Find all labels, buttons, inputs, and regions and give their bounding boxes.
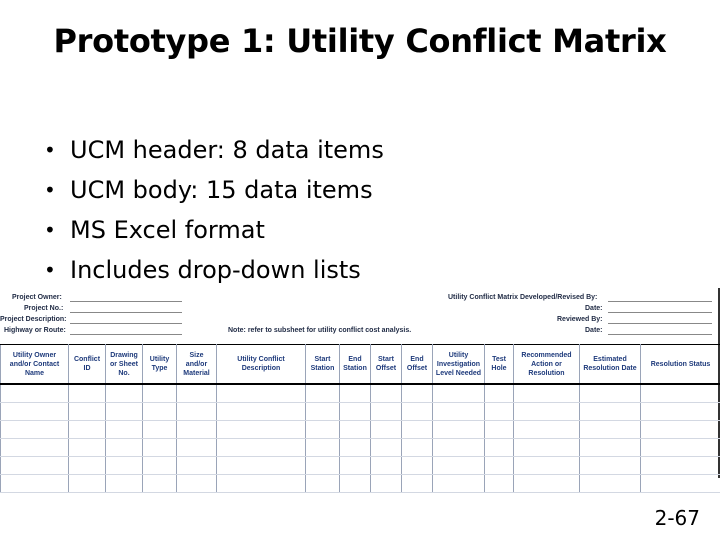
table-cell	[433, 475, 485, 493]
table-cell	[340, 421, 371, 439]
column-header: Utility Type	[143, 345, 177, 385]
table-cell	[143, 384, 177, 403]
field-label-project-owner: Project Owner:	[12, 294, 62, 301]
field-label-developed-by: Utility Conflict Matrix Developed/Revised By:	[448, 294, 598, 301]
field-line	[70, 312, 182, 313]
table-cell	[143, 439, 177, 457]
table-row	[1, 384, 720, 403]
table-cell	[1, 384, 69, 403]
field-label-date-1: Date:	[585, 305, 603, 312]
column-header: Start Offset	[371, 345, 402, 385]
table-cell	[514, 403, 580, 421]
table-cell	[433, 403, 485, 421]
field-line	[70, 301, 182, 302]
table-cell	[514, 384, 580, 403]
field-label-project-no: Project No.:	[24, 305, 64, 312]
column-header: Resolution Status	[641, 345, 720, 385]
table-cell	[485, 457, 514, 475]
table-cell	[106, 384, 143, 403]
table-cell	[580, 384, 641, 403]
table-cell	[106, 403, 143, 421]
table-cell	[485, 475, 514, 493]
table-cell	[485, 439, 514, 457]
bullet-dot-icon: •	[44, 258, 56, 282]
bullet-dot-icon: •	[44, 138, 56, 162]
table-cell	[433, 421, 485, 439]
column-header: Conflict ID	[69, 345, 106, 385]
bullet-text: UCM body: 15 data items	[70, 176, 373, 204]
table-cell	[514, 457, 580, 475]
table-cell	[177, 403, 217, 421]
table-cell	[69, 384, 106, 403]
table-cell	[580, 403, 641, 421]
table-cell	[1, 403, 69, 421]
page-number: 2-67	[654, 506, 700, 530]
table-cell	[177, 439, 217, 457]
table-cell	[371, 403, 402, 421]
table-cell	[69, 403, 106, 421]
table-cell	[514, 475, 580, 493]
table-row	[1, 475, 720, 493]
table-cell	[306, 403, 340, 421]
table-cell	[514, 439, 580, 457]
table-cell	[69, 475, 106, 493]
table-cell	[106, 439, 143, 457]
table-cell	[106, 457, 143, 475]
column-header: Test Hole	[485, 345, 514, 385]
table-cell	[217, 421, 306, 439]
table-cell	[340, 475, 371, 493]
ucm-spreadsheet	[0, 288, 720, 478]
table-cell	[340, 439, 371, 457]
ucm-table	[0, 344, 720, 493]
table-cell	[580, 439, 641, 457]
bullet-list	[44, 130, 384, 290]
table-cell	[402, 475, 433, 493]
table-cell	[143, 475, 177, 493]
table-cell	[340, 384, 371, 403]
table-cell	[217, 403, 306, 421]
table-cell	[433, 439, 485, 457]
field-label-reviewed-by: Reviewed By:	[557, 316, 603, 323]
bullet-dot-icon: •	[44, 218, 56, 242]
table-cell	[106, 475, 143, 493]
cost-analysis-note: Note: refer to subsheet for utility conflict cost analysis.	[228, 327, 412, 334]
field-line	[608, 334, 712, 335]
field-label-project-description: Project Description:	[0, 316, 67, 323]
column-header: Utility Conflict Description	[217, 345, 306, 385]
table-cell	[641, 475, 720, 493]
table-cell	[177, 384, 217, 403]
table-cell	[306, 475, 340, 493]
table-cell	[371, 421, 402, 439]
table-cell	[371, 439, 402, 457]
table-row	[1, 403, 720, 421]
table-cell	[306, 384, 340, 403]
table-cell	[580, 421, 641, 439]
bullet-item	[44, 130, 384, 170]
table-cell	[106, 421, 143, 439]
field-line	[70, 323, 182, 324]
table-cell	[306, 439, 340, 457]
table-cell	[143, 403, 177, 421]
table-cell	[217, 475, 306, 493]
table-cell	[485, 384, 514, 403]
table-cell	[580, 475, 641, 493]
table-cell	[641, 421, 720, 439]
table-cell	[177, 457, 217, 475]
field-line	[608, 301, 712, 302]
table-cell	[580, 457, 641, 475]
table-cell	[371, 457, 402, 475]
table-cell	[402, 421, 433, 439]
column-header: Utility Owner and/or Contact Name	[1, 345, 69, 385]
table-cell	[143, 421, 177, 439]
table-cell	[433, 384, 485, 403]
column-header: End Offset	[402, 345, 433, 385]
table-cell	[306, 421, 340, 439]
table-cell	[371, 384, 402, 403]
table-cell	[217, 457, 306, 475]
table-cell	[1, 457, 69, 475]
table-cell	[340, 457, 371, 475]
table-cell	[371, 475, 402, 493]
table-cell	[1, 439, 69, 457]
table-cell	[433, 457, 485, 475]
table-cell	[1, 421, 69, 439]
field-line	[70, 334, 182, 335]
bullet-item	[44, 210, 384, 250]
table-cell	[217, 384, 306, 403]
table-cell	[485, 421, 514, 439]
table-cell	[143, 457, 177, 475]
table-cell	[69, 439, 106, 457]
table-cell	[69, 457, 106, 475]
table-cell	[514, 421, 580, 439]
table-cell	[402, 403, 433, 421]
table-cell	[641, 439, 720, 457]
column-header: Start Station	[306, 345, 340, 385]
column-header: Drawing or Sheet No.	[106, 345, 143, 385]
column-header: End Station	[340, 345, 371, 385]
column-header: Size and/or Material	[177, 345, 217, 385]
table-cell	[1, 475, 69, 493]
table-cell	[217, 439, 306, 457]
table-body	[1, 384, 720, 493]
table-header-row	[1, 345, 720, 385]
field-line	[608, 323, 712, 324]
field-label-date-2: Date:	[585, 327, 603, 334]
table-cell	[641, 457, 720, 475]
bullet-text: Includes drop-down lists	[70, 256, 361, 284]
table-cell	[306, 457, 340, 475]
field-line	[608, 312, 712, 313]
table-cell	[402, 384, 433, 403]
bullet-dot-icon: •	[44, 178, 56, 202]
bullet-item	[44, 250, 384, 290]
bullet-text: UCM header: 8 data items	[70, 136, 384, 164]
bullet-item	[44, 170, 384, 210]
field-label-highway-route: Highway or Route:	[4, 327, 66, 334]
table-cell	[641, 403, 720, 421]
table-row	[1, 457, 720, 475]
table-cell	[402, 439, 433, 457]
table-row	[1, 439, 720, 457]
table-cell	[641, 384, 720, 403]
table-cell	[69, 421, 106, 439]
table-cell	[177, 421, 217, 439]
table-cell	[177, 475, 217, 493]
table-cell	[485, 403, 514, 421]
table-row	[1, 421, 720, 439]
table-cell	[402, 457, 433, 475]
slide-title: Prototype 1: Utility Conflict Matrix	[53, 22, 667, 60]
column-header: Recommended Action or Resolution	[514, 345, 580, 385]
bullet-text: MS Excel format	[70, 216, 265, 244]
table-cell	[340, 403, 371, 421]
column-header: Utility Investigation Level Needed	[433, 345, 485, 385]
column-header: Estimated Resolution Date	[580, 345, 641, 385]
